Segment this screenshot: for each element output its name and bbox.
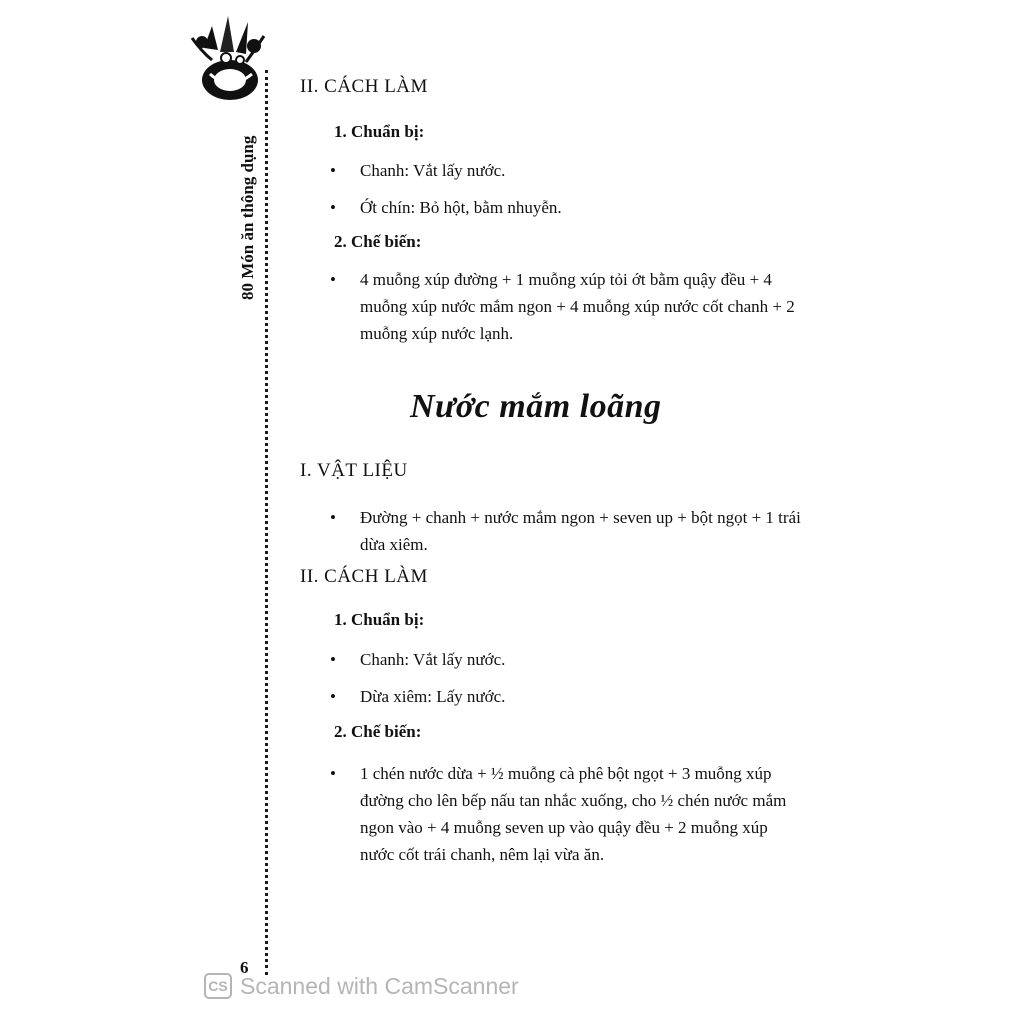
subheading-preparation: 1. Chuẩn bị: xyxy=(334,122,425,141)
bullet-icon: • xyxy=(330,764,336,783)
list-item: • Đường + chanh + nước mắm ngon + seven up + bột ngọt + 1 trái dừa xiêm. xyxy=(332,504,802,558)
subheading-cooking: 2. Chế biến: xyxy=(334,232,422,251)
camscanner-logo-icon: CS xyxy=(204,973,232,999)
list-item: • Dừa xiêm: Lấy nước. xyxy=(332,683,802,710)
list-item: • 4 muỗng xúp đường + 1 muỗng xúp tỏi ớt bằm quậy đều + 4 muỗng xúp nước mắm ngon + 4 muỗng xúp nước cốt chanh + 2 muỗng xúp nước lạnh. xyxy=(332,266,802,347)
recipe-title: Nước mắm loãng xyxy=(410,388,662,425)
list-item: • Chanh: Vắt lấy nước. xyxy=(332,646,802,673)
bullet-icon: • xyxy=(330,508,336,527)
section-heading-method-2: II. CÁCH LÀM xyxy=(300,566,428,587)
page-number: 6 xyxy=(240,958,249,977)
section-heading-method: II. CÁCH LÀM xyxy=(300,76,428,97)
bullet-icon: • xyxy=(330,270,336,289)
subheading-preparation-2: 1. Chuẩn bị: xyxy=(334,610,425,629)
subheading-cooking-2: 2. Chế biến: xyxy=(334,722,422,741)
bullet-icon: • xyxy=(330,650,336,669)
section-heading-ingredients: I. VẬT LIỆU xyxy=(300,460,408,481)
watermark-text: Scanned with CamScanner xyxy=(240,972,519,999)
bullet-icon: • xyxy=(330,198,336,217)
list-item: • Ớt chín: Bỏ hột, bằm nhuyễn. xyxy=(332,194,802,221)
list-item: • 1 chén nước dừa + ½ muỗng cà phê bột ngọt + 3 muỗng xúp đường cho lên bếp nấu tan nhắc xuống, cho ½ chén nước mắm ngon vào + 4 muỗng seven up vào quậy đều + 2 muỗng xúp nước cốt trái chanh, nêm lại vừa ăn. xyxy=(332,760,802,868)
vegetable-basket-logo xyxy=(182,8,272,104)
camscanner-watermark xyxy=(204,970,519,1002)
book-title-vertical: 80 Món ăn thông dụng xyxy=(238,135,257,300)
list-item: • Chanh: Vắt lấy nước. xyxy=(332,157,802,184)
bullet-icon: • xyxy=(330,161,336,180)
dotted-divider xyxy=(265,70,268,975)
bullet-icon: • xyxy=(330,687,336,706)
